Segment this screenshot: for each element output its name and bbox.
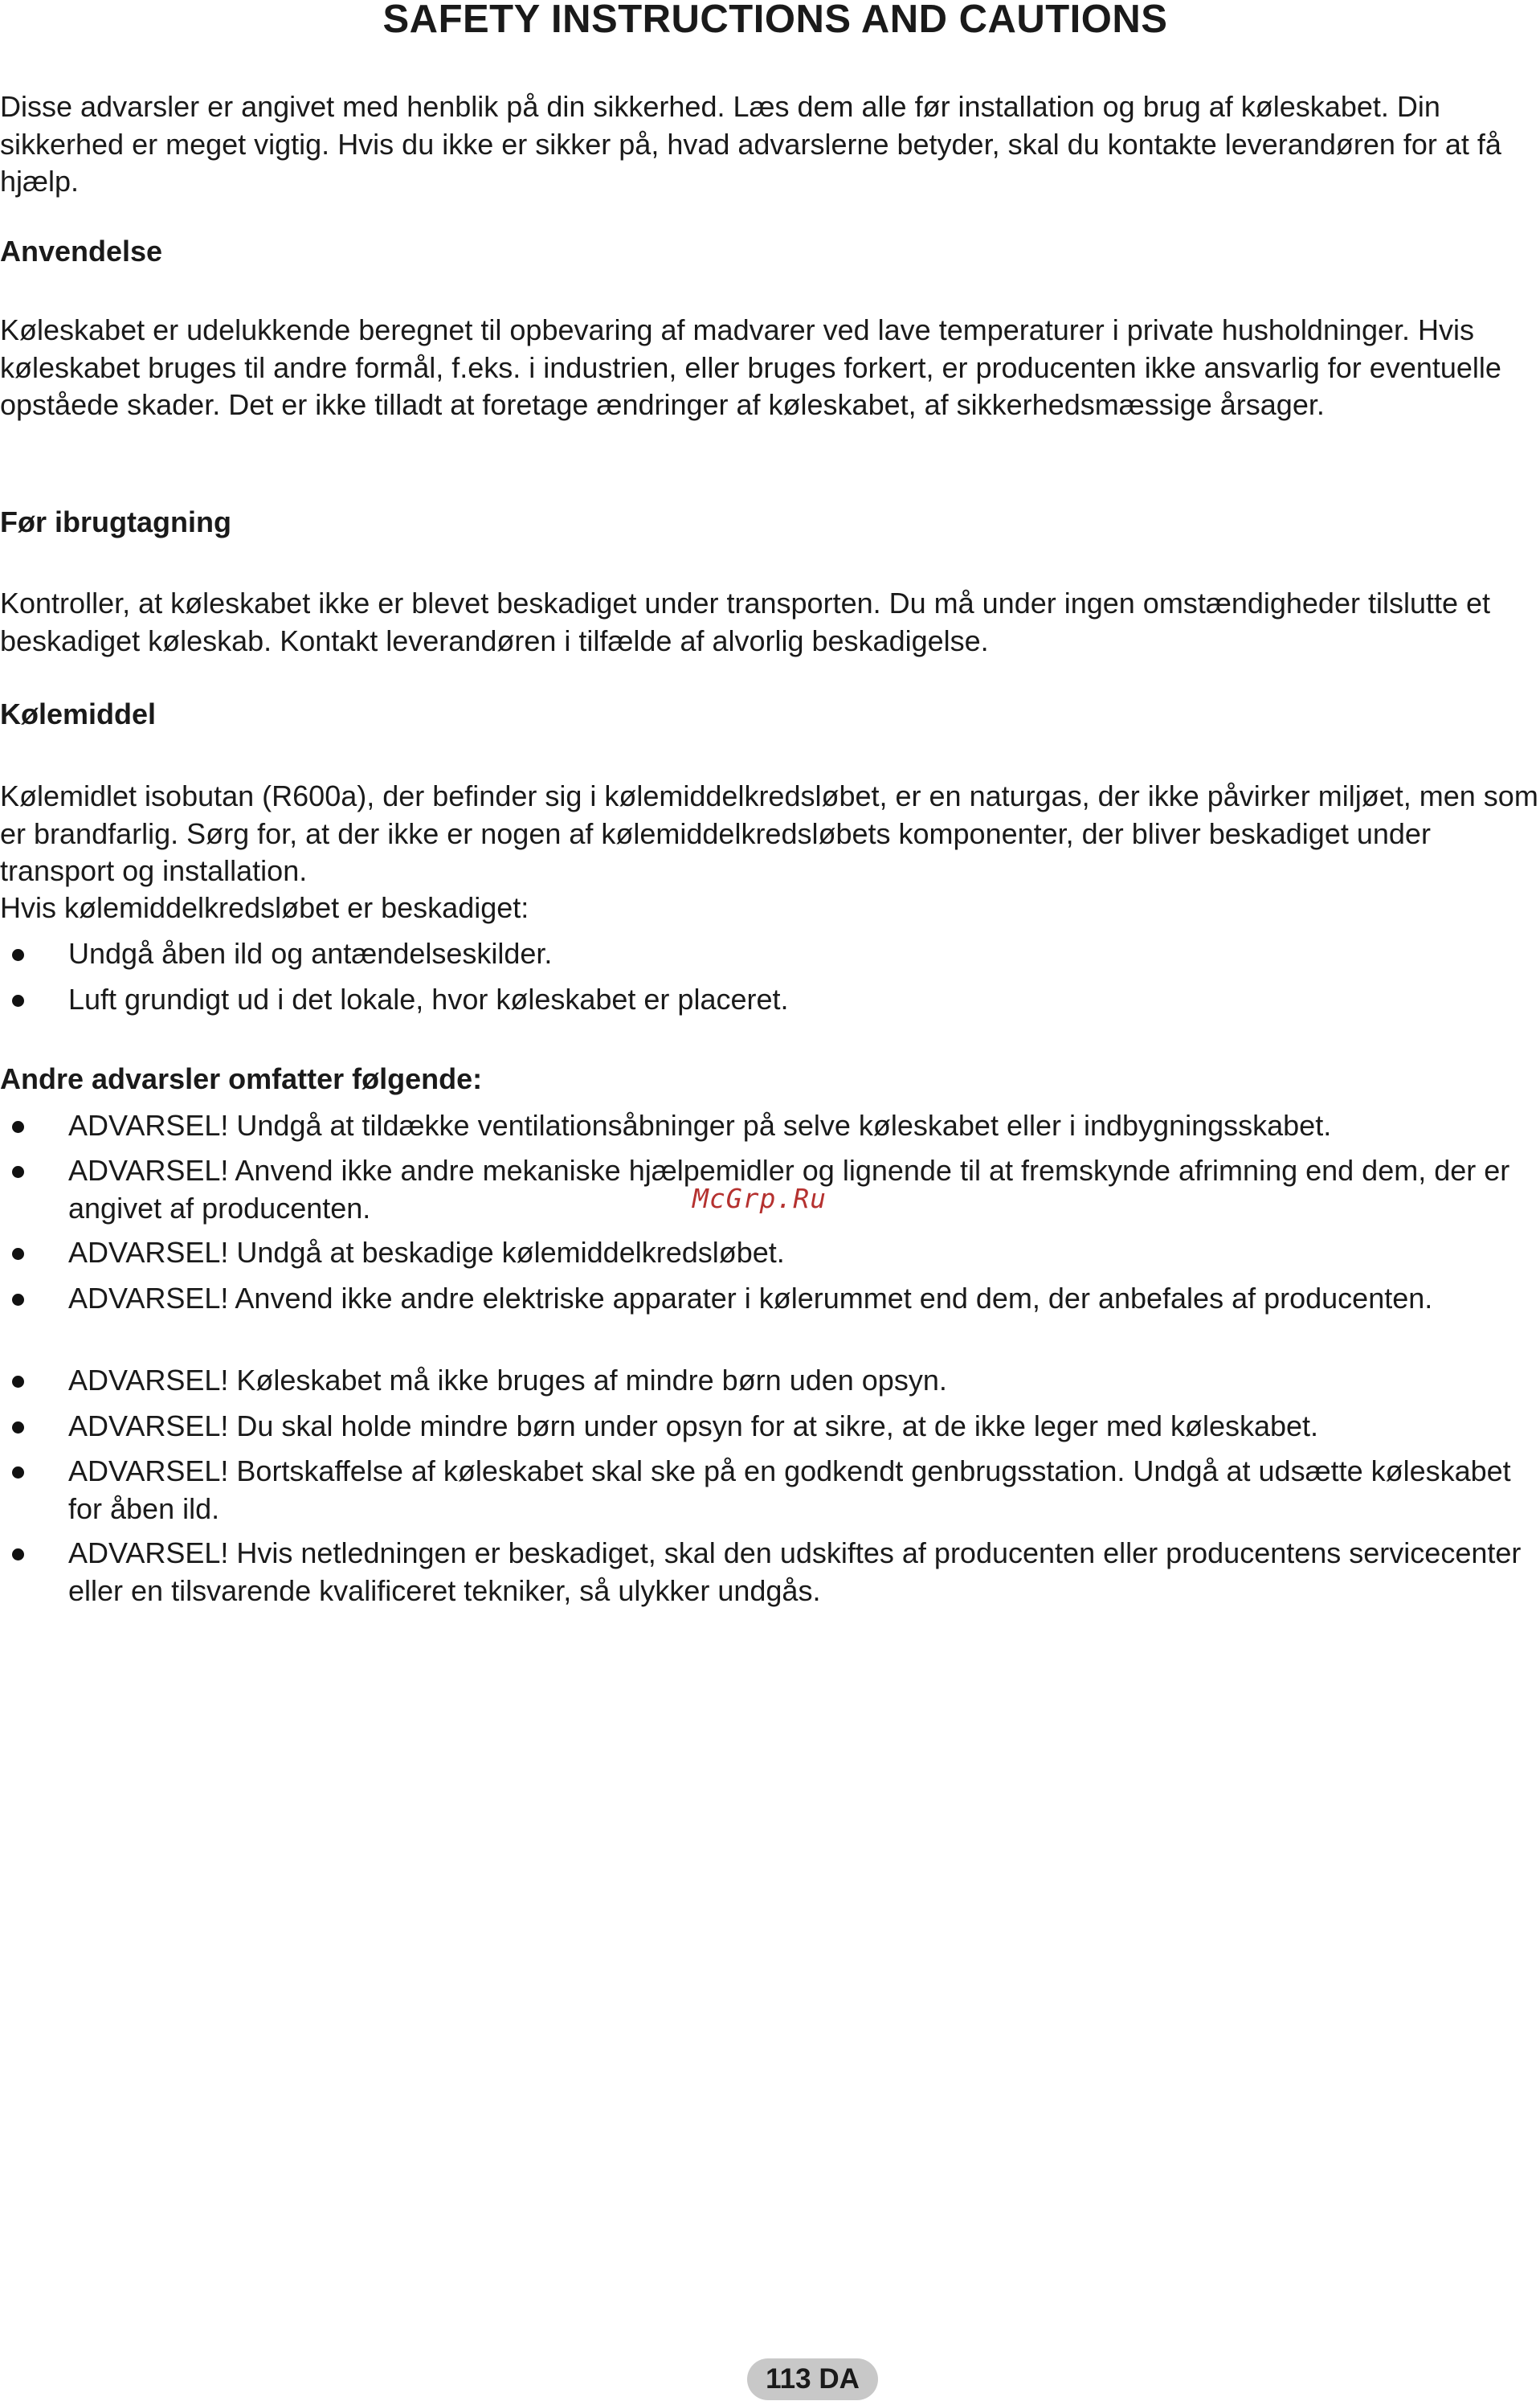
paragraph-anvendelse: Køleskabet er udelukkende beregnet til opbevaring af madvarer ved lave temperaturer i private husholdninger. Hvis køleskabet bruges til andre formål, f.eks. i industrien, eller bruges forkert, er producenten ikke ansvarlig for eventuelle opståede skader. Det er ikke tilladt at foretage ændringer af køleskabet, af sikkerhedsmæssige årsager. xyxy=(0,313,1501,421)
heading-andre-advarsler: Andre advarsler omfatter følgende: xyxy=(0,1062,483,1095)
list-item-text: ADVARSEL! Hvis netledningen er beskadiget, skal den udskiftes af producenten eller producentens servicecenter eller en tilsvarende kvalificeret tekniker, så ulykker undgås. xyxy=(68,1536,1522,1607)
paragraph-foer-ibrugtagning: Kontroller, at køleskabet ikke er blevet beskadiget under transporten. Du må under ingen omstændigheder tilslutte et beskadiget køleskab. Kontakt leverandøren i tilfælde af alvorlig beskadigelse. xyxy=(0,587,1491,657)
list-item-text: ADVARSEL! Du skal holde mindre børn under opsyn for at sikre, at de ikke leger med køleskabet. xyxy=(68,1409,1319,1442)
page-number-badge: 113 DA xyxy=(747,2358,878,2400)
bullet-icon xyxy=(12,1248,24,1260)
bullet-icon xyxy=(12,1294,24,1306)
watermark: McGrp.Ru xyxy=(692,1183,827,1214)
list-item-text: ADVARSEL! Anvend ikke andre mekaniske hjælpemidler og lignende til at fremskynde afrimning end dem, der er angivet af producenten. xyxy=(68,1154,1510,1225)
damaged-circuit-intro: Hvis kølemiddelkredsløbet er beskadiget: xyxy=(0,891,529,924)
heading-koelemiddel: Kølemiddel xyxy=(0,697,157,730)
bullet-icon xyxy=(12,1376,24,1388)
intro-paragraph: Disse advarsler er angivet med henblik på din sikkerhed. Læs dem alle før installation og brug af køleskabet. Din sikkerhed er meget vigtig. Hvis du ikke er sikker på, hvad advarslerne betyder, skal du kontakte leverandøren for at få hjælp. xyxy=(0,90,1501,198)
heading-anvendelse: Anvendelse xyxy=(0,235,163,268)
list-item-text: Luft grundigt ud i det lokale, hvor køleskabet er placeret. xyxy=(68,983,789,1016)
bullet-icon xyxy=(12,1548,24,1560)
paragraph-koelemiddel: Kølemidlet isobutan (R600a), der befinder sig i kølemiddelkredsløbet, er en naturgas, der ikke påvirker miljøet, men som er brandfarlig. Sørg for, at der ikke er nogen af kølemiddelkredsløbets komponenter, der bliver beskadiget under transport og installation. xyxy=(0,779,1538,887)
bullet-icon xyxy=(12,949,24,961)
page-title: SAFETY INSTRUCTIONS AND CAUTIONS xyxy=(382,0,1168,41)
heading-foer-ibrugtagning: Før ibrugtagning xyxy=(0,505,231,538)
list-item-text: ADVARSEL! Undgå at beskadige kølemiddelkredsløbet. xyxy=(68,1236,785,1269)
bullet-icon xyxy=(12,1121,24,1133)
bullet-icon xyxy=(12,1421,24,1434)
bullet-icon xyxy=(12,1466,24,1479)
list-item-text: Undgå åben ild og antændelseskilder. xyxy=(68,937,553,970)
bullet-icon xyxy=(12,1166,24,1178)
list-item-text: ADVARSEL! Køleskabet må ikke bruges af mindre børn uden opsyn. xyxy=(68,1364,947,1397)
list-item-text: ADVARSEL! Bortskaffelse af køleskabet skal ske på en godkendt genbrugsstation. Undgå at udsætte køleskabet for åben ild. xyxy=(68,1454,1511,1525)
list-item-text: ADVARSEL! Undgå at tildække ventilationsåbninger på selve køleskabet eller i indbygningsskabet. xyxy=(68,1109,1332,1142)
bullet-icon xyxy=(12,995,24,1007)
list-item-text: ADVARSEL! Anvend ikke andre elektriske apparater i kølerummet end dem, der anbefales af producenten. xyxy=(68,1282,1433,1315)
